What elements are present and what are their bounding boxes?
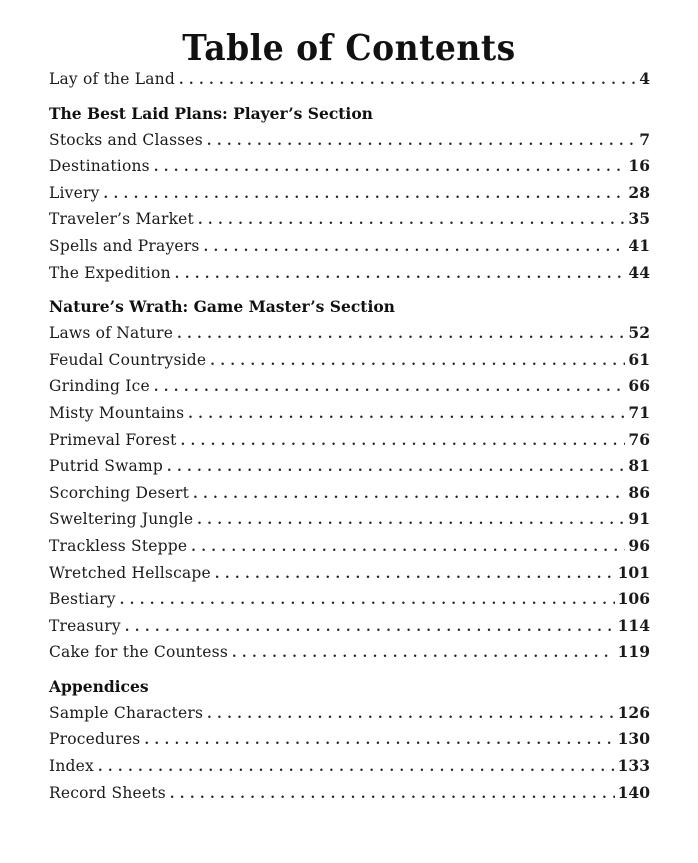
toc-entry-page: 126 bbox=[617, 702, 650, 722]
toc-section-game-master bbox=[49, 293, 650, 666]
toc-entry-page: 7 bbox=[639, 129, 650, 149]
toc-entry-label: Putrid Swamp bbox=[49, 457, 164, 476]
toc-entry[interactable] bbox=[49, 320, 650, 347]
toc-entry-label: Record Sheets bbox=[49, 783, 166, 802]
dot-leader bbox=[175, 262, 626, 289]
dot-leader bbox=[181, 429, 626, 456]
toc-entry-page: 16 bbox=[628, 156, 650, 176]
toc-entry-label: Sample Characters bbox=[49, 703, 204, 722]
section-heading: Appendices bbox=[49, 676, 149, 696]
toc-entry-page: 91 bbox=[628, 509, 650, 529]
toc-entry-page: 106 bbox=[617, 589, 650, 609]
toc-entry-label: Spells and Prayers bbox=[49, 236, 200, 255]
toc-entry-label: Cake for the Countess bbox=[49, 643, 228, 662]
toc-entry-page: 140 bbox=[617, 782, 650, 802]
toc-entry-label: Trackless Steppe bbox=[49, 536, 188, 555]
dot-leader bbox=[104, 182, 626, 209]
toc-entry-page: 76 bbox=[628, 429, 650, 449]
toc-entry-label: Lay of the Land bbox=[49, 70, 175, 88]
section-heading: Nature’s Wrath: Game Master’s Section bbox=[49, 297, 395, 317]
toc-section-players bbox=[49, 100, 650, 287]
toc-entry[interactable] bbox=[49, 780, 650, 807]
dot-leader bbox=[215, 562, 615, 589]
toc-entry-label: Livery bbox=[49, 183, 100, 202]
dot-leader bbox=[154, 375, 626, 402]
toc-entry[interactable] bbox=[49, 480, 650, 507]
toc-entry[interactable] bbox=[49, 560, 650, 587]
toc-entry-label: Sweltering Jungle bbox=[49, 510, 194, 529]
toc-entry[interactable] bbox=[49, 373, 650, 400]
toc-entry[interactable] bbox=[49, 206, 650, 233]
toc-entry-label: Primeval Forest bbox=[49, 430, 177, 449]
dot-leader bbox=[98, 755, 615, 782]
toc-entry[interactable] bbox=[49, 586, 650, 613]
dot-leader bbox=[177, 322, 625, 349]
toc-entry[interactable] bbox=[49, 180, 650, 207]
toc-entry[interactable] bbox=[49, 533, 650, 560]
toc-entry-page: 119 bbox=[617, 642, 650, 662]
toc-entry-label: Scorching Desert bbox=[49, 483, 190, 502]
toc-entry[interactable] bbox=[49, 427, 650, 454]
page-title: Table of Contents bbox=[182, 26, 516, 69]
toc-entry-label: Treasury bbox=[49, 616, 121, 635]
dot-leader bbox=[232, 641, 615, 668]
dot-leader bbox=[170, 782, 615, 809]
toc-entry-page: 71 bbox=[628, 402, 650, 422]
section-heading: The Best Laid Plans: Player’s Section bbox=[49, 103, 373, 123]
toc-entry[interactable] bbox=[49, 260, 650, 287]
toc-entry-label: Bestiary bbox=[49, 590, 116, 609]
toc-entry-page: 66 bbox=[628, 376, 650, 396]
dot-leader bbox=[197, 508, 625, 535]
toc-entry-label: Grinding Ice bbox=[49, 377, 150, 396]
toc-entry-label: Laws of Nature bbox=[49, 324, 174, 343]
toc-entry-label: Index bbox=[49, 757, 94, 776]
toc-entry-label: Traveler’s Market bbox=[49, 210, 194, 229]
toc-entry-page: 130 bbox=[617, 729, 650, 749]
toc-entry-page: 28 bbox=[628, 182, 650, 202]
toc-entry-page: 4 bbox=[639, 69, 650, 88]
toc-entry-label: Feudal Countryside bbox=[49, 350, 207, 369]
toc-entry-label: Misty Mountains bbox=[49, 403, 185, 422]
toc-entry[interactable] bbox=[49, 700, 650, 727]
dot-leader bbox=[204, 235, 626, 262]
toc-entry-page: 114 bbox=[617, 615, 650, 635]
toc-entry-page: 61 bbox=[628, 349, 650, 369]
toc-entry-page: 52 bbox=[628, 323, 650, 343]
toc-entry[interactable] bbox=[49, 506, 650, 533]
toc-entry-page: 35 bbox=[628, 209, 650, 229]
dot-leader bbox=[120, 588, 615, 615]
toc-entry[interactable] bbox=[49, 453, 650, 480]
toc-entry-page: 101 bbox=[617, 562, 650, 582]
toc-entry-page: 81 bbox=[628, 456, 650, 476]
dot-leader bbox=[198, 208, 625, 235]
dot-leader bbox=[188, 402, 625, 429]
toc-entry-label: Wretched Hellscape bbox=[49, 563, 211, 582]
toc-entry[interactable] bbox=[49, 233, 650, 260]
toc-entry[interactable] bbox=[49, 66, 650, 93]
dot-leader bbox=[207, 702, 615, 729]
toc-entry-page: 86 bbox=[628, 482, 650, 502]
dot-leader bbox=[210, 349, 625, 376]
dot-leader bbox=[191, 535, 625, 562]
toc-entry[interactable] bbox=[49, 613, 650, 640]
dot-leader bbox=[167, 455, 625, 482]
toc-entry-label: Destinations bbox=[49, 157, 150, 176]
dot-leader bbox=[125, 615, 615, 642]
dot-leader bbox=[207, 129, 636, 156]
toc-entry-page: 96 bbox=[628, 535, 650, 555]
dot-leader bbox=[144, 728, 614, 755]
toc-entry-page: 133 bbox=[617, 756, 650, 776]
toc-section-intro bbox=[49, 66, 650, 93]
dot-leader bbox=[179, 68, 636, 95]
toc-entry[interactable] bbox=[49, 347, 650, 374]
dot-leader bbox=[154, 155, 626, 182]
toc-entry-page: 41 bbox=[628, 235, 650, 255]
toc-entry[interactable] bbox=[49, 639, 650, 666]
toc-entry-label: Stocks and Classes bbox=[49, 130, 203, 149]
toc-entry[interactable] bbox=[49, 153, 650, 180]
toc-entry-label: The Expedition bbox=[49, 263, 171, 282]
toc-entry[interactable] bbox=[49, 726, 650, 753]
toc-entry-label: Procedures bbox=[49, 730, 141, 749]
dot-leader bbox=[193, 482, 625, 509]
toc-entry[interactable] bbox=[49, 127, 650, 154]
toc-entry[interactable] bbox=[49, 753, 650, 780]
toc-entry-page: 44 bbox=[628, 262, 650, 282]
toc-entry[interactable] bbox=[49, 400, 650, 427]
toc-section-appendices bbox=[49, 673, 650, 806]
table-of-contents bbox=[49, 66, 650, 806]
